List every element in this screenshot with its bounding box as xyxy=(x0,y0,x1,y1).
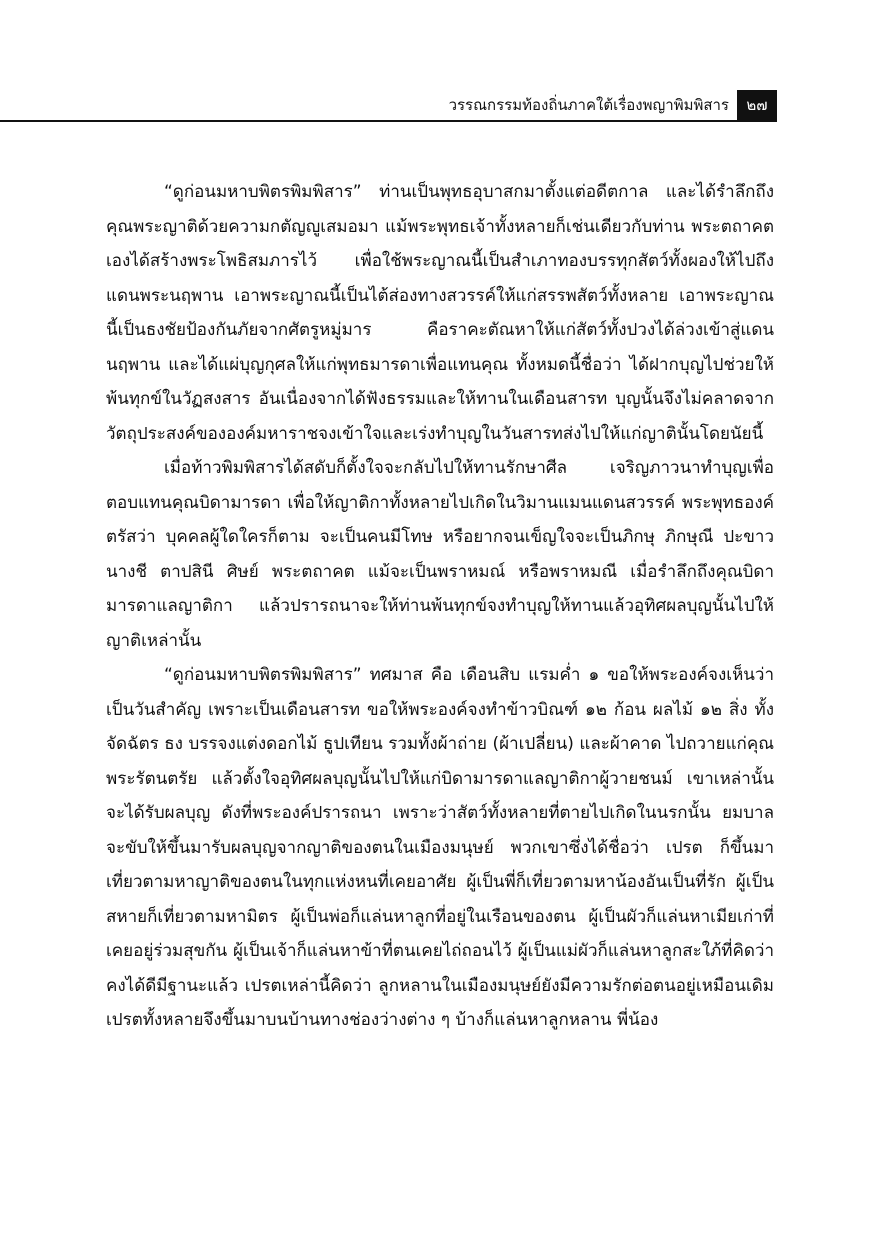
running-header xyxy=(0,90,777,122)
running-header-title: วรรณกรรมท้องถิ่นภาคใต้เรื่องพญาพิมพิสาร xyxy=(448,96,729,114)
paragraph: เมื่อท้าวพิมพิสารได้สดับก็ตั้งใจจะกลับไปให้ทานรักษาศีล เจริญภาวนาทำบุญเพื่อตอบแทนคุณบิดามารดา เพื่อให้ญาติกาทั้งหลายไปเกิดในวิมานแมนแดนสวรรค์ พระพุทธองค์ตรัสว่า บุคคลผู้ใดใครก็ตาม จะเป็นคนมีโทษ หรือยากจนเข็ญใจจะเป็นภิกษุ ภิกษุณี ปะขาว นางชี ตาปสินี ศิษย์ พระตถาคต แม้จะเป็นพราหมณ์ หรือพราหมณี เมื่อรำลึกถึงคุณบิดามารดาแลญาติกา แล้วปรารถนาจะให้ท่านพ้นทุกข์จงทำบุญให้ทานแล้วอุทิศผลบุญนั้นไปให้ญาติเหล่านั้น xyxy=(106,458,774,651)
body-text xyxy=(106,175,774,1038)
page-number: ๒๗ xyxy=(737,90,777,120)
paragraph: “ดูก่อนมหาบพิตรพิมพิสาร” ท่านเป็นพุทธอุบาสกมาตั้งแต่อดีตกาล และได้รำลึกถึงคุณพระญาติด้วยความกตัญญูเสมอมา แม้พระพุทธเจ้าทั้งหลายก็เช่นเดียวกับท่าน พระตถาคตเองได้สร้างพระโพธิสมภารไว้ เพื่อใช้พระญาณนี้เป็นสำเภาทองบรรทุกสัตว์ทั้งผองให้ไปถึงแดนพระนฤพาน เอาพระญาณนี้เป็นไต้ส่องทางสวรรค์ให้แก่สรรพสัตว์ทั้งหลาย เอาพระญาณนี้เป็นธงชัยป้องกันภัยจากศัตรูหมู่มาร คือราคะตัณหาให้แก่สัตว์ทั้งปวงได้ล่วงเข้าสู่แดนนฤพาน และได้แผ่บุญกุศลให้แก่พุทธมารดาเพื่อแทนคุณ ทั้งหมดนี้ชื่อว่า ได้ฝากบุญไปช่วยให้พ้นทุกข์ในวัฏสงสาร อันเนื่องจากได้ฟังธรรมและให้ทานในเดือนสารท บุญนั้นจึงไม่คลาดจากวัตถุประสงค์ขององค์มหาราชจงเข้าใจและเร่งทำบุญในวันสารทส่งไปให้แก่ญาตินั้นโดยนัยนี้ xyxy=(106,182,774,444)
paragraph: “ดูก่อนมหาบพิตรพิมพิสาร” ทศมาส คือ เดือนสิบ แรมค่ำ ๑ ขอให้พระองค์จงเห็นว่า เป็นวันสำคัญ เพราะเป็นเดือนสารท ขอให้พระองค์จงทำข้าวบิณฑ์ ๑๒ ก้อน ผลไม้ ๑๒ สิ่ง ทั้งจัดฉัตร ธง บรรจงแต่งดอกไม้ ธูปเทียน รวมทั้งผ้าถ่าย (ผ้าเปลี่ยน) และผ้าคาด ไปถวายแก่คุณพระรัตนตรัย แล้วตั้งใจอุทิศผลบุญนั้นไปให้แก่บิดามารดาแลญาติกาผู้วายชนม์ เขาเหล่านั้นจะได้รับผลบุญ ดังที่พระองค์ปรารถนา เพราะว่าสัตว์ทั้งหลายที่ตายไปเกิดในนรกนั้น ยมบาลจะขับให้ขึ้นมารับผลบุญจากญาติของตนในเมืองมนุษย์ พวกเขาซึ่งได้ชื่อว่า เปรต ก็ขึ้นมาเที่ยวตามหาญาติของตนในทุกแห่งหนที่เคยอาศัย ผู้เป็นพี่ก็เที่ยวตามหาน้องอันเป็นที่รัก ผู้เป็นสหายก็เที่ยวตามหามิตร ผู้เป็นพ่อก็แล่นหาลูกที่อยู่ในเรือนของตน ผู้เป็นผัวก็แล่นหาเมียเก่าที่เคยอยู่ร่วมสุขกัน ผู้เป็นเจ้าก็แล่นหาข้าที่ตนเคยไถ่ถอนไว้ ผู้เป็นแม่ผัวก็แล่นหาลูกสะใภ้ที่คิดว่าคงได้ดีมีฐานะแล้ว เปรตเหล่านี้คิดว่า ลูกหลานในเมืองมนุษย์ยังมีความรักต่อตนอยู่เหมือนเดิม เปรตทั้งหลายจึงขึ้นมาบนบ้านทางช่องว่างต่าง ๆ บ้างก็แล่นหาลูกหลาน พี่น้อง xyxy=(106,665,774,1030)
header-rule xyxy=(0,120,777,122)
